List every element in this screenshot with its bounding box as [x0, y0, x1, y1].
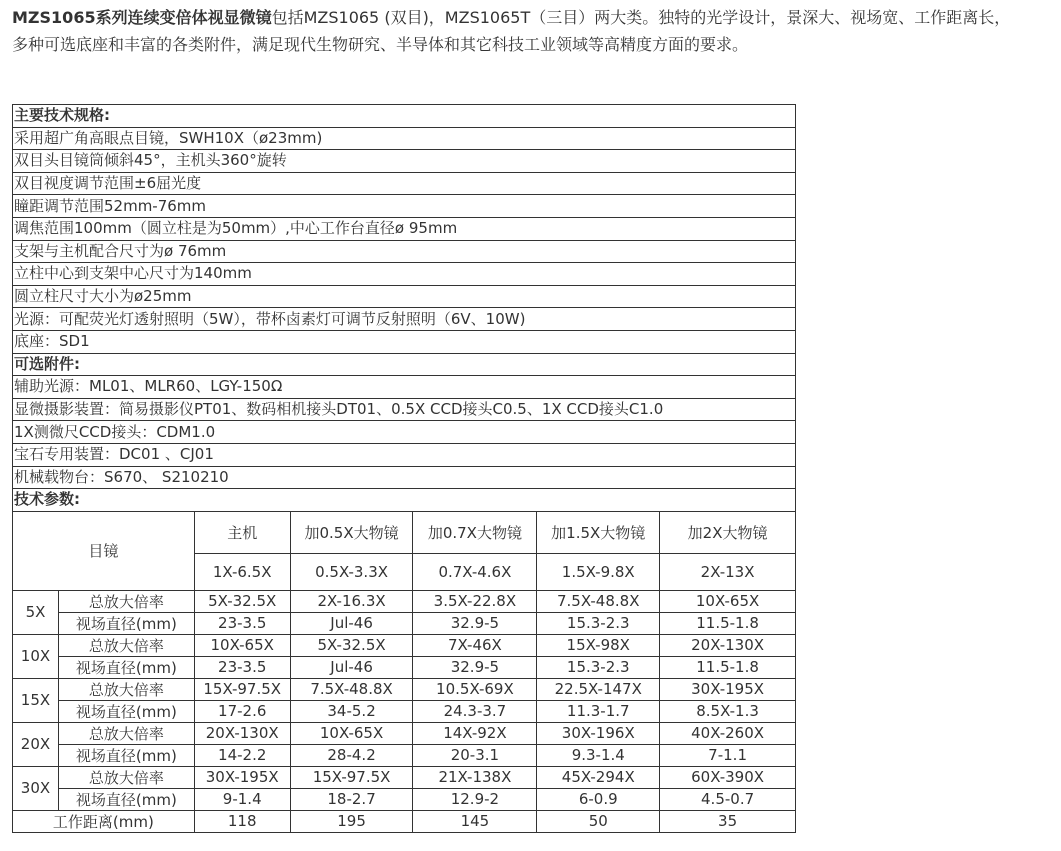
data-cell: 35 — [660, 810, 796, 832]
column-header: 加0.7X大物镜 — [413, 511, 537, 553]
spec-heading: 主要技术规格: — [13, 105, 796, 128]
fov-label: 视场直径(mm) — [58, 612, 194, 634]
data-cell: 6-0.9 — [537, 788, 660, 810]
data-cell: 50 — [537, 810, 660, 832]
data-cell: 11.5-1.8 — [660, 656, 796, 678]
data-cell: 21X-138X — [413, 766, 537, 788]
data-cell: 40X-260X — [660, 722, 796, 744]
accessory-item: 辅助光源：ML01、MLR60、LGY-150Ω — [13, 376, 796, 399]
data-cell: 5X-32.5X — [194, 590, 290, 612]
mag-label: 总放大倍率 — [58, 678, 194, 700]
data-cell: 8.5X-1.3 — [660, 700, 796, 722]
data-cell: 18-2.7 — [290, 788, 413, 810]
spec-item: 双目头目镜筒倾斜45°，主机头360°旋转 — [13, 150, 796, 173]
data-cell: 10.5X-69X — [413, 678, 537, 700]
eyepiece-cell: 20X — [13, 722, 59, 766]
data-cell: 2X-16.3X — [290, 590, 413, 612]
data-cell: 24.3-3.7 — [413, 700, 537, 722]
column-header: 加1.5X大物镜 — [537, 511, 660, 553]
data-cell: 15.3-2.3 — [537, 612, 660, 634]
data-cell: 7.5X-48.8X — [537, 590, 660, 612]
accessory-item: 显微摄影装置：简易摄影仪PT01、数码相机接头DT01、0.5X CCD接头C0.5、1X CCD接头C1.0 — [13, 398, 796, 421]
data-cell: Jul-46 — [290, 656, 413, 678]
mag-label: 总放大倍率 — [58, 590, 194, 612]
eyepiece-cell: 15X — [13, 678, 59, 722]
fov-label: 视场直径(mm) — [58, 744, 194, 766]
data-cell: 7X-46X — [413, 634, 537, 656]
fov-label: 视场直径(mm) — [58, 656, 194, 678]
working-distance-label: 工作距离(mm) — [13, 810, 195, 832]
column-header: 加2X大物镜 — [660, 511, 796, 553]
data-cell: 14X-92X — [413, 722, 537, 744]
zoom-range: 0.5X-3.3X — [290, 553, 413, 590]
data-cell: 10X-65X — [290, 722, 413, 744]
data-cell: 45X-294X — [537, 766, 660, 788]
intro-text: 包括MZS1065 (双目)，MZS1065T（三目）两大类。独特的光学设计，景深大、视场宽、工作距离长，多种可选底座和丰富的各类附件，满足现代生物研究、半导体和其它科技工业领域等高精度方面的要求。 — [12, 8, 1011, 54]
data-cell: Jul-46 — [290, 612, 413, 634]
mag-label: 总放大倍率 — [58, 722, 194, 744]
eyepiece-cell: 5X — [13, 590, 59, 634]
data-cell: 30X-195X — [194, 766, 290, 788]
accessory-item: 机械载物台：S670、 S210210 — [13, 466, 796, 489]
data-cell: 9.3-1.4 — [537, 744, 660, 766]
eyepiece-cell: 10X — [13, 634, 59, 678]
data-cell: 7-1.1 — [660, 744, 796, 766]
data-cell: 12.9-2 — [413, 788, 537, 810]
spec-item: 采用超广角高眼点目镜，SWH10X（ø23mm) — [13, 127, 796, 150]
data-cell: 20X-130X — [660, 634, 796, 656]
spec-item: 支架与主机配合尺寸为ø 76mm — [13, 240, 796, 263]
accessory-heading: 可选附件: — [13, 353, 796, 376]
spec-item: 双目视度调节范围±6屈光度 — [13, 172, 796, 195]
eyepiece-header: 目镜 — [13, 511, 195, 590]
data-cell: 15X-97.5X — [290, 766, 413, 788]
data-cell: 10X-65X — [194, 634, 290, 656]
data-cell: 30X-196X — [537, 722, 660, 744]
column-header: 加0.5X大物镜 — [290, 511, 413, 553]
mag-label: 总放大倍率 — [58, 766, 194, 788]
spec-item: 瞳距调节范围52mm-76mm — [13, 195, 796, 218]
zoom-range: 1.5X-9.8X — [537, 553, 660, 590]
data-cell: 14-2.2 — [194, 744, 290, 766]
data-cell: 3.5X-22.8X — [413, 590, 537, 612]
product-name: MZS1065系列连续变倍体视显微镜 — [12, 8, 272, 27]
data-cell: 10X-65X — [660, 590, 796, 612]
data-cell: 7.5X-48.8X — [290, 678, 413, 700]
fov-label: 视场直径(mm) — [58, 700, 194, 722]
zoom-range: 1X-6.5X — [194, 553, 290, 590]
data-cell: 11.5-1.8 — [660, 612, 796, 634]
spec-item: 立柱中心到支架中心尺寸为140mm — [13, 263, 796, 286]
data-cell: 34-5.2 — [290, 700, 413, 722]
data-cell: 195 — [290, 810, 413, 832]
data-cell: 17-2.6 — [194, 700, 290, 722]
zoom-range: 2X-13X — [660, 553, 796, 590]
data-cell: 20X-130X — [194, 722, 290, 744]
param-heading: 技术参数: — [13, 489, 796, 512]
data-cell: 23-3.5 — [194, 656, 290, 678]
data-cell: 60X-390X — [660, 766, 796, 788]
column-header: 主机 — [194, 511, 290, 553]
data-cell: 32.9-5 — [413, 612, 537, 634]
data-cell: 15X-98X — [537, 634, 660, 656]
data-cell: 11.3-1.7 — [537, 700, 660, 722]
spec-item: 调焦范围100mm（圆立柱是为50mm）,中心工作台直径ø 95mm — [13, 217, 796, 240]
data-cell: 22.5X-147X — [537, 678, 660, 700]
data-cell: 30X-195X — [660, 678, 796, 700]
data-cell: 145 — [413, 810, 537, 832]
spec-table — [12, 104, 796, 833]
eyepiece-cell: 30X — [13, 766, 59, 810]
spec-item: 底座：SD1 — [13, 330, 796, 353]
fov-label: 视场直径(mm) — [58, 788, 194, 810]
data-cell: 4.5-0.7 — [660, 788, 796, 810]
data-cell: 15.3-2.3 — [537, 656, 660, 678]
data-cell: 15X-97.5X — [194, 678, 290, 700]
data-cell: 5X-32.5X — [290, 634, 413, 656]
intro-paragraph — [12, 4, 1012, 58]
zoom-range: 0.7X-4.6X — [413, 553, 537, 590]
accessory-item: 宝石专用装置：DC01 、CJ01 — [13, 443, 796, 466]
data-cell: 28-4.2 — [290, 744, 413, 766]
data-cell: 32.9-5 — [413, 656, 537, 678]
mag-label: 总放大倍率 — [58, 634, 194, 656]
accessory-item: 1X测微尺CCD接头：CDM1.0 — [13, 421, 796, 444]
data-cell: 9-1.4 — [194, 788, 290, 810]
spec-item: 圆立柱尺寸大小为ø25mm — [13, 285, 796, 308]
data-cell: 20-3.1 — [413, 744, 537, 766]
data-cell: 23-3.5 — [194, 612, 290, 634]
spec-item: 光源：可配荧光灯透射照明（5W），带杯卤素灯可调节反射照明（6V、10W) — [13, 308, 796, 331]
data-cell: 118 — [194, 810, 290, 832]
